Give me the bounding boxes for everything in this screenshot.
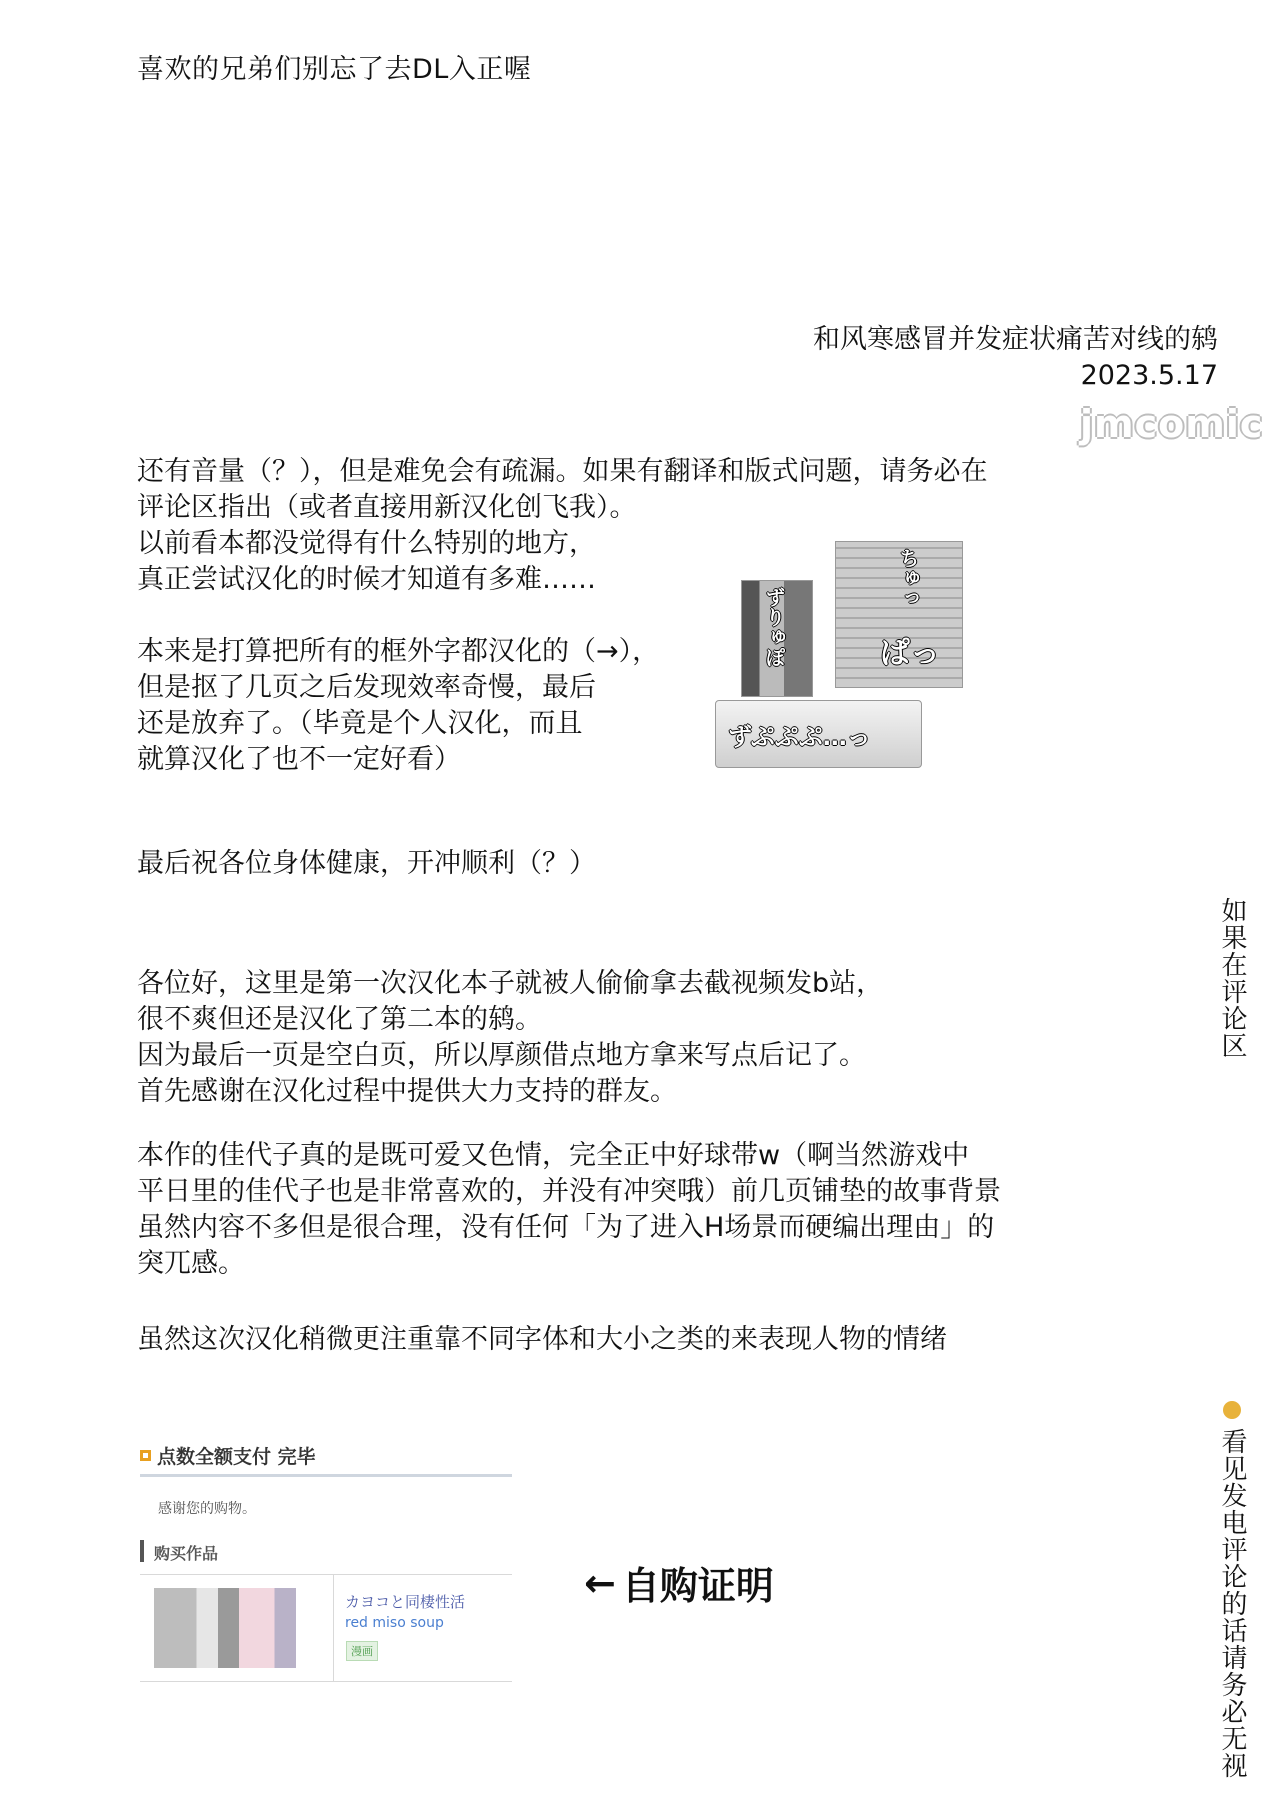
paragraph-intro — [137, 966, 883, 1110]
arrow-left-icon: ← — [584, 1560, 616, 1605]
sfx-panel-b — [835, 541, 963, 688]
text-line: 真正尝试汉化的时候才知道有多难…… — [137, 564, 596, 595]
self-purchase-proof-label — [584, 1555, 774, 1610]
proof-text: 自购证明 — [621, 1564, 774, 1608]
text-line: 虽然内容不多但是很合理，没有任何「为了进入H场景而硬编出理由」的 — [137, 1212, 995, 1243]
purchase-receipt-screenshot — [140, 1440, 512, 1686]
text-line: 本来是打算把所有的框外字都汉化的（→）， — [137, 636, 660, 667]
divider — [333, 1575, 334, 1681]
text-line: 平日里的佳代子也是非常喜欢的，并没有冲突哦）前几页铺垫的故事背景 — [137, 1176, 1001, 1207]
sfx-text: ずぷぷぷ…っ — [728, 723, 871, 751]
text-line: 各位好，这里是第一次汉化本子就被人偷偷拿去截视频发b站， — [137, 968, 884, 999]
product-row — [140, 1574, 512, 1682]
sfx-text: ずりゅぽ — [762, 587, 786, 667]
text-line: 还有音量（？），但是难免会有疏漏。如果有翻译和版式问题，请务必在 — [137, 456, 988, 487]
text-line: 很不爽但还是汉化了第二本的鸫。 — [137, 1004, 542, 1035]
text-line: 还是放弃了。（毕竟是个人汉化，而且 — [137, 708, 583, 739]
text-line: 但是抠了几页之后发现效率奇慢，最后 — [137, 672, 596, 703]
side-note-vertical-2 — [1217, 1401, 1247, 1779]
receipt-heading — [140, 1442, 316, 1469]
divider — [140, 1474, 512, 1477]
side-note-vertical-1: 如果在评论区 — [1217, 897, 1247, 1059]
paragraph-sfx-notes — [137, 634, 659, 778]
sfx-text: ぱっ — [880, 636, 940, 671]
product-category-badge: 漫画 — [346, 1641, 378, 1661]
signature-block — [813, 322, 1218, 394]
sfx-text: ちゅっ — [896, 548, 920, 608]
paragraph-font-note — [137, 1322, 947, 1358]
text-line: 本作的佳代子真的是既可爱又色情，完全正中好球带w（啊当然游戏中 — [137, 1140, 970, 1171]
text-line: 最后祝各位身体健康，开冲顺利（？） — [137, 848, 596, 879]
watermark-logo: jmcomic — [1080, 402, 1264, 446]
emoji-icon — [1223, 1401, 1241, 1419]
sfx-panel-c — [715, 700, 922, 768]
paragraph-wishes — [137, 846, 596, 882]
text-line: 突兀感。 — [137, 1248, 245, 1279]
signature-name: 和风寒感冒并发症状痛苦对线的鸫 — [813, 324, 1218, 355]
product-thumbnail — [154, 1588, 296, 1668]
side-note-text: 看见发电评论的话请务必无视 — [1217, 1428, 1247, 1780]
text-line: 就算汉化了也不一定好看） — [137, 744, 461, 775]
sfx-panel-a — [741, 580, 813, 697]
text-line: 以前看本都没觉得有什么特别的地方， — [137, 528, 596, 559]
section-bar-icon — [140, 1540, 144, 1562]
text-line: 首先感谢在汉化过程中提供大力支持的群友。 — [137, 1076, 677, 1107]
text-line: 因为最后一页是空白页，所以厚颜借点地方拿来写点后记了。 — [137, 1040, 866, 1071]
product-title-link[interactable]: カヨコと同棲性活 — [345, 1593, 466, 1611]
text-line: 评论区指出（或者直接用新汉化创飞我）。 — [137, 492, 637, 523]
receipt-heading-text: 点数全额支付 完毕 — [157, 1446, 316, 1468]
purchase-heading: 购买作品 — [154, 1544, 219, 1563]
receipt-thanks: 感谢您的购物。 — [158, 1501, 256, 1517]
product-circle-link[interactable]: red miso soup — [345, 1615, 444, 1631]
paragraph-review — [137, 1138, 1001, 1282]
signature-date: 2023.5.17 — [1080, 360, 1218, 391]
top-note: 喜欢的兄弟们别忘了去DL入正喔 — [137, 54, 532, 85]
text-line: 虽然这次汉化稍微更注重靠不同字体和大小之类的来表现人物的情绪 — [137, 1324, 947, 1355]
square-bullet-icon — [140, 1450, 151, 1461]
